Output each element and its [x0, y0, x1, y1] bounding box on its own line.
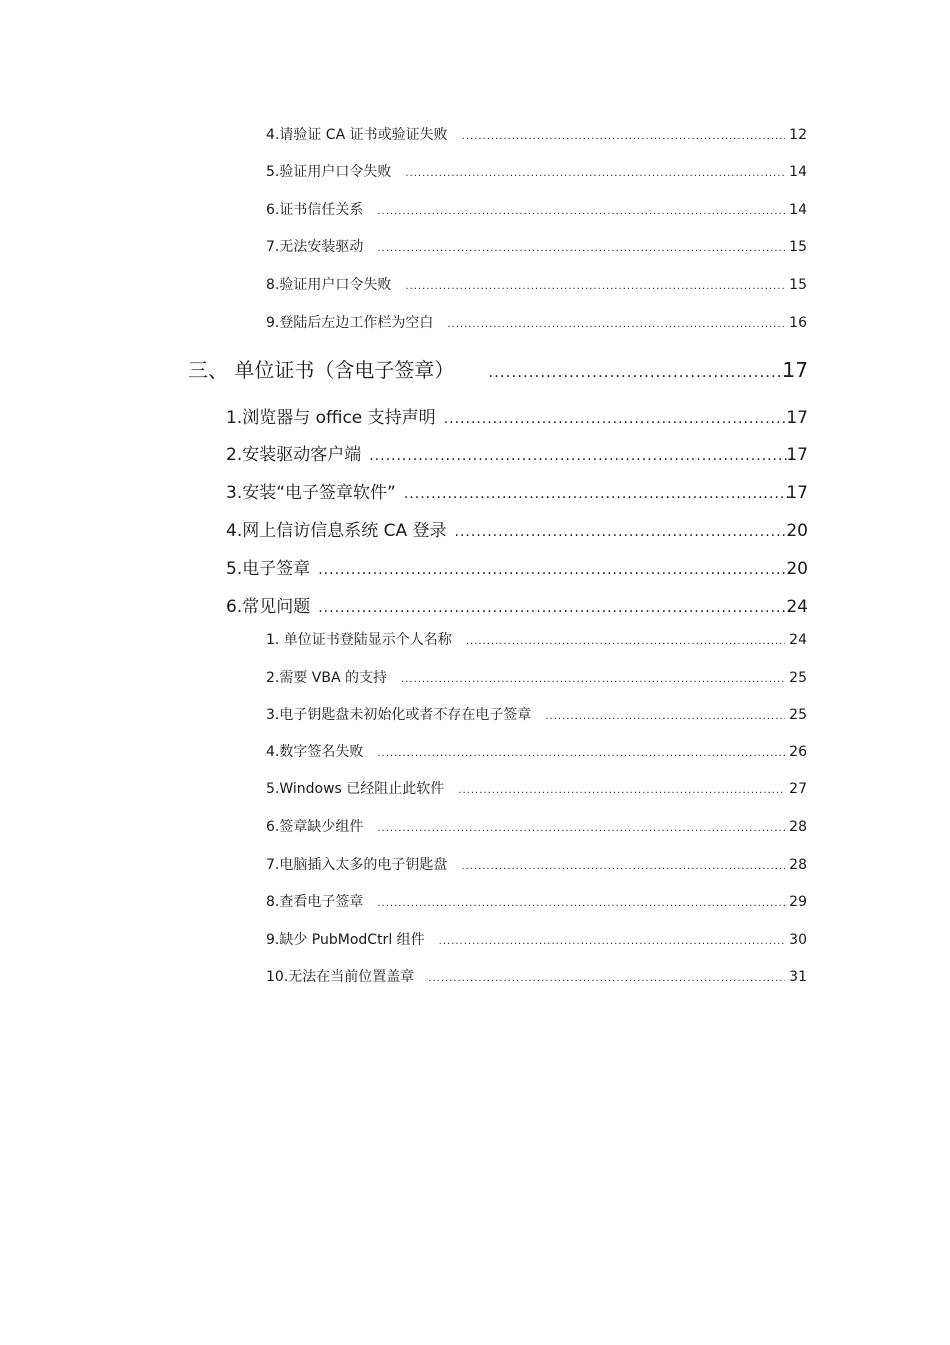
toc-entry[interactable] [226, 478, 808, 503]
dot-leader [439, 936, 785, 947]
toc-entry-page: 17 [786, 445, 808, 465]
toc-entry-label: 4.数字签名失败 [266, 744, 364, 760]
toc-entry[interactable] [266, 929, 807, 949]
dot-leader [318, 600, 792, 616]
toc-entry-label: 5.验证用户口令失败 [266, 164, 392, 180]
toc-entry-page: 20 [786, 559, 808, 579]
toc-entry-page: 20 [786, 521, 808, 541]
toc-entry[interactable] [226, 440, 808, 465]
toc-entry[interactable] [226, 403, 808, 428]
toc-entry[interactable] [266, 667, 807, 687]
dot-leader [462, 131, 785, 142]
toc-entry-label: 7.电脑插入太多的电子钥匙盘 [266, 857, 448, 873]
toc-entry-page: 12 [789, 127, 807, 143]
dot-leader [404, 486, 793, 502]
toc-entry-label: 8.查看电子签章 [266, 894, 364, 910]
dot-leader [447, 319, 785, 330]
toc-entry-label: 1.浏览器与 office 支持声明 [226, 408, 436, 428]
toc-entry-label: 2.需要 VBA 的支持 [266, 670, 388, 686]
toc-entry-label: 6.证书信任关系 [266, 202, 364, 218]
toc-entry-page: 26 [789, 744, 807, 760]
toc-entry-page: 16 [789, 315, 807, 331]
dot-leader [401, 674, 785, 685]
toc-entry[interactable] [266, 312, 807, 332]
toc-entry-label: 5.Windows 已经阻止此软件 [266, 781, 445, 797]
toc-entry[interactable] [266, 741, 807, 761]
toc-entry-label: 4.网上信访信息系统 CA 登录 [226, 521, 447, 541]
toc-entry-label: 9.缺少 PubModCtrl 组件 [266, 932, 425, 948]
dot-leader [466, 636, 785, 647]
toc-entry[interactable] [266, 629, 807, 649]
toc-entry-label: 3.安装“电子签章软件” [226, 483, 396, 503]
toc-entry-page: 28 [789, 857, 807, 873]
toc-entry-label: 5.电子签章 [226, 559, 311, 579]
toc-entry[interactable] [266, 854, 807, 874]
toc-entry-page: 25 [789, 707, 807, 723]
dot-leader [545, 711, 785, 722]
dot-leader [377, 898, 785, 909]
toc-entry-page: 25 [789, 670, 807, 686]
toc-entry[interactable] [266, 274, 807, 294]
dot-leader [455, 524, 793, 540]
toc-entry-label: 10.无法在当前位置盖章 [266, 969, 415, 985]
dot-leader [405, 281, 785, 292]
toc-entry-label: 7.无法安装驱动 [266, 239, 364, 255]
toc-entry-page: 27 [789, 781, 807, 797]
toc-entry-label: 8.验证用户口令失败 [266, 277, 392, 293]
toc-section-heading[interactable] [188, 354, 808, 383]
dot-leader [369, 448, 792, 464]
dot-leader [377, 823, 785, 834]
dot-leader [444, 411, 793, 427]
toc-entry-label: 3.电子钥匙盘未初始化或者不存在电子签章 [266, 707, 532, 723]
toc-entry-label: 9.登陆后左边工作栏为空白 [266, 315, 434, 331]
toc-entry[interactable] [226, 516, 808, 541]
toc-entry-label: 2.安装驱动客户端 [226, 445, 362, 465]
toc-entry[interactable] [266, 891, 807, 911]
toc-entry-label: 1. 单位证书登陆显示个人名称 [266, 632, 452, 648]
toc-entry-page: 14 [789, 164, 807, 180]
dot-leader [377, 206, 785, 217]
dot-leader [405, 168, 785, 179]
toc-entry-label: 4.请验证 CA 证书或验证失败 [266, 127, 448, 143]
section-title: 三、 单位证书（含电子签章） [188, 358, 455, 382]
dot-leader [488, 363, 788, 381]
toc-entry[interactable] [266, 966, 807, 986]
toc-entry-page: 31 [789, 969, 807, 985]
toc-entry[interactable] [266, 778, 807, 798]
dot-leader [428, 973, 785, 984]
toc-entry[interactable] [226, 554, 808, 579]
toc-entry-page: 24 [786, 597, 808, 617]
toc-entry[interactable] [266, 161, 807, 181]
section-page: 17 [782, 358, 808, 382]
toc-entry-page: 24 [789, 632, 807, 648]
toc-entry-page: 15 [789, 277, 807, 293]
dot-leader [377, 748, 785, 759]
dot-leader [458, 785, 785, 796]
toc-entry-page: 17 [786, 483, 808, 503]
toc-entry[interactable] [266, 124, 807, 144]
toc-entry-label: 6.常见问题 [226, 597, 311, 617]
toc-entry-page: 28 [789, 819, 807, 835]
toc-entry[interactable] [226, 592, 808, 617]
toc-entry[interactable] [266, 236, 807, 256]
toc-entry[interactable] [266, 816, 807, 836]
toc-entry-page: 30 [789, 932, 807, 948]
dot-leader [318, 562, 792, 578]
toc-entry-page: 14 [789, 202, 807, 218]
toc-entry[interactable] [266, 704, 807, 724]
dot-leader [377, 243, 785, 254]
toc-entry-page: 17 [786, 408, 808, 428]
toc-entry-label: 6.签章缺少组件 [266, 819, 364, 835]
toc-entry[interactable] [266, 199, 807, 219]
toc-entry-page: 29 [789, 894, 807, 910]
dot-leader [461, 861, 785, 872]
toc-entry-page: 15 [789, 239, 807, 255]
